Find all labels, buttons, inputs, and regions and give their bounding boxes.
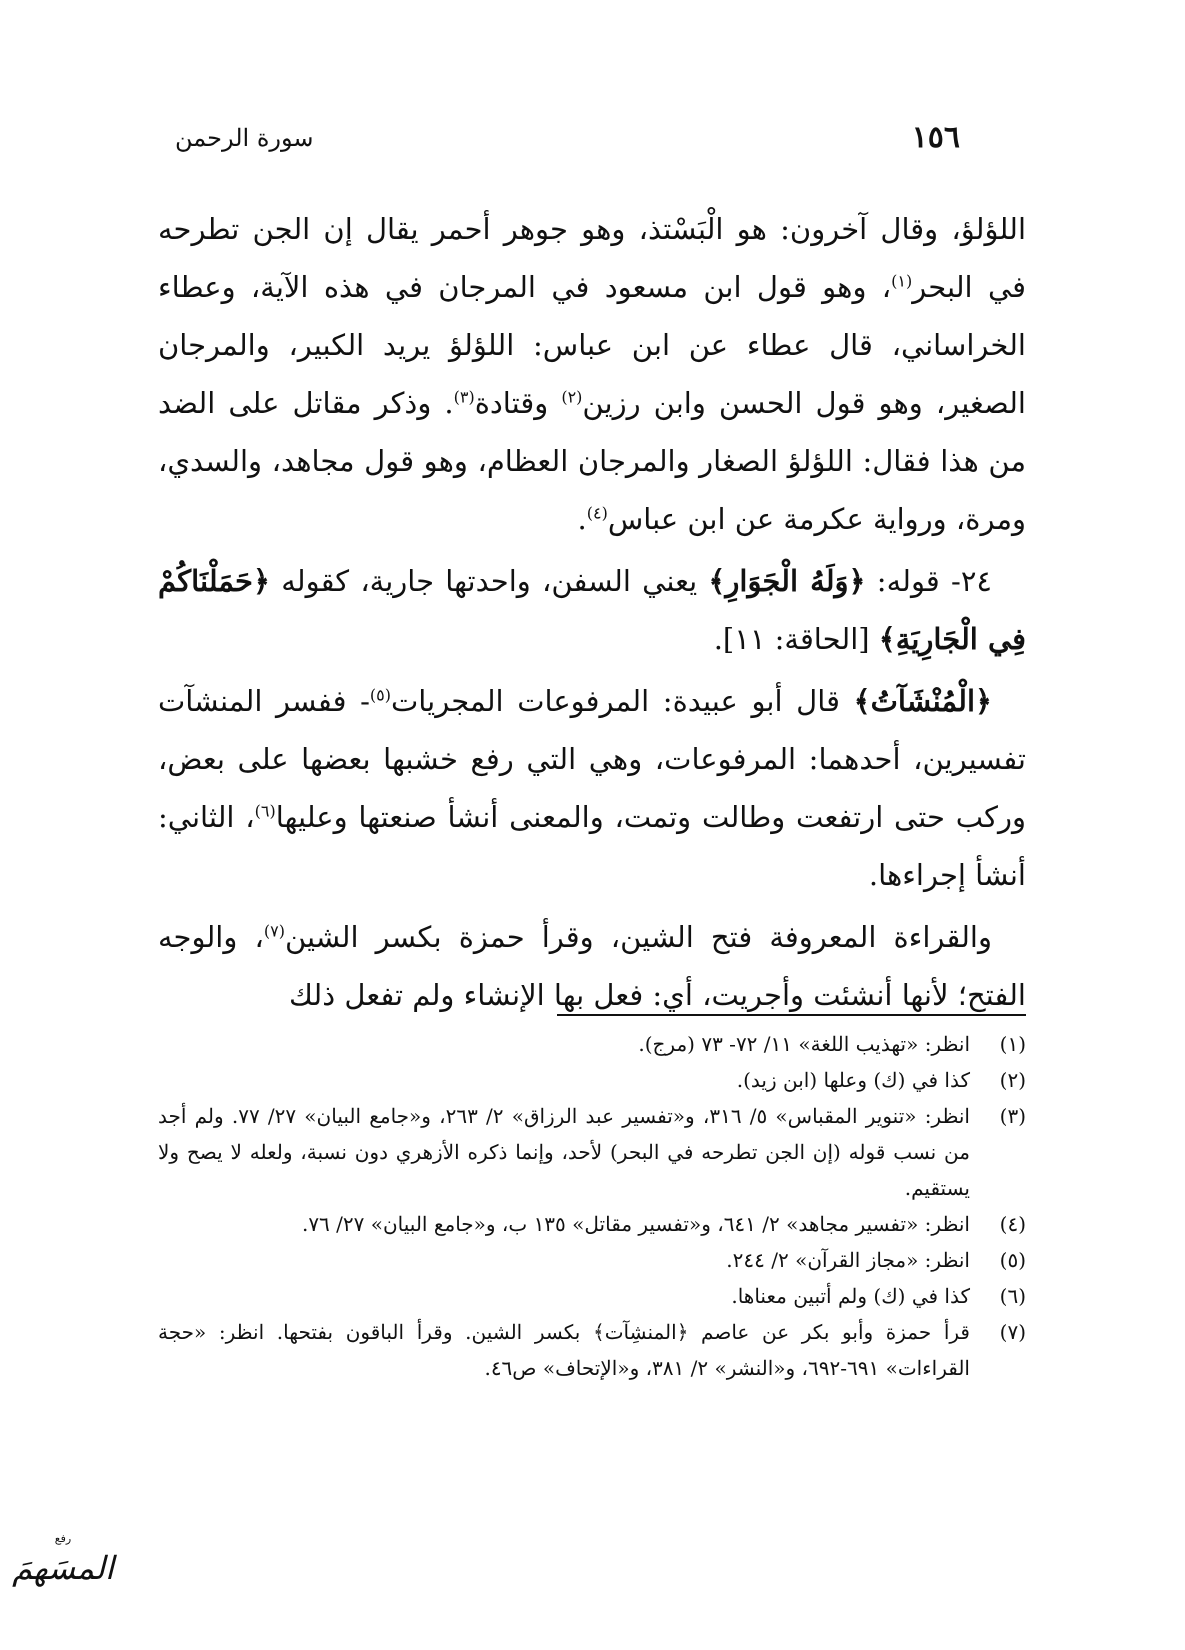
p3-text-a: قال أبو عبيدة: المرفوعات المجريات xyxy=(391,684,854,718)
footnote-ref-5: (٥) xyxy=(369,685,391,705)
quran-quote-3: ﴿الْمُنْشَآتُ﴾ xyxy=(853,684,992,718)
footnote-text: قرأ حمزة وأبو بكر عن عاصم ﴿المنشِآت﴾ بكسر الشين. وقرأ الباقون بفتحها. انظر: «حجة القراءات» ٦٩١-٦٩٢، و«النشر» ٢/ ٣٨١، و«الإتحاف» ص٤٦. xyxy=(158,1320,970,1380)
footnote-number: (٥) xyxy=(999,1248,1026,1272)
footnote-ref-2: (٢) xyxy=(561,387,583,407)
footnote-divider xyxy=(557,1014,1026,1016)
quran-quote-1: ﴿وَلَهُ الْجَوَارِ﴾ xyxy=(708,564,866,598)
p1-text-a: اللؤلؤ، وقال آخرون: هو الْبَسْتذ، وهو جوهر أحمر يقال إن الجن تطرحه في البحر xyxy=(158,212,1026,304)
p1-text-e: . xyxy=(577,502,587,536)
footnote-text: انظر: «مجاز القرآن» ٢/ ٢٤٤. xyxy=(726,1248,970,1272)
footnotes xyxy=(158,1026,1026,1386)
library-stamp-logo xyxy=(8,1532,118,1612)
p2-text-c: [الحاقة: ١١]. xyxy=(713,622,879,656)
p1-text-d: . وذكر مقاتل على الضد من هذا فقال: اللؤلؤ الصغار والمرجان العظام، وهو قول مجاهد، والسدي، ومرة، ورواية عكرمة عن ابن عباس xyxy=(158,386,1026,536)
footnote-7 xyxy=(158,1314,1026,1386)
footnote-ref-7: (٧) xyxy=(263,921,285,941)
footnote-5 xyxy=(158,1242,1026,1278)
footnote-number: (٤) xyxy=(999,1212,1026,1236)
footnote-3 xyxy=(158,1098,1026,1206)
paragraph-1 xyxy=(158,200,1026,548)
p1-text-c: وقتادة xyxy=(474,386,562,420)
footnote-4 xyxy=(158,1206,1026,1242)
main-text xyxy=(158,200,1026,1024)
stamp-subtext: رفع xyxy=(54,1532,72,1545)
footnote-6 xyxy=(158,1278,1026,1314)
quran-quote-2: ﴿حَمَلْنَاكُمْ فِي الْجَارِيَةِ﴾ xyxy=(158,564,1026,656)
page-number: ١٥٦ xyxy=(911,120,960,155)
footnote-1 xyxy=(158,1026,1026,1062)
p3-text-c: ، الثاني: أنشأ إجراءها. xyxy=(158,800,1026,892)
p1-text-b: ، وهو قول ابن مسعود في المرجان في هذه الآية، وعطاء الخراساني، قال عطاء عن ابن عباس: اللؤلؤ يريد الكبير، والمرجان الصغير، وهو قول الحسن وابن رزين xyxy=(158,270,1026,420)
footnote-ref-4: (٤) xyxy=(586,503,608,523)
footnote-text: انظر: «تفسير مجاهد» ٢/ ٦٤١، و«تفسير مقاتل» ١٣٥ ب، و«جامع البيان» ٢٧/ ٧٦. xyxy=(301,1212,970,1236)
surah-title: سورة الرحمن xyxy=(175,124,314,152)
paragraph-2 xyxy=(158,552,1026,668)
p2-text-b: يعني السفن، واحدتها جارية، كقوله xyxy=(269,564,709,598)
page-header xyxy=(175,108,960,158)
p2-text-a: ٢٤- قوله: xyxy=(865,564,992,598)
footnote-number: (٧) xyxy=(999,1320,1026,1344)
footnote-number: (٢) xyxy=(999,1068,1026,1092)
paragraph-3 xyxy=(158,672,1026,904)
p3-text-b: - ففسر المنشآت تفسيرين، أحدهما: المرفوعات، وهي التي رفع خشبها بعضها على بعض، وركب حتى ارتفعت وطالت وتمت، والمعنى أنشأ صنعتها وعليها xyxy=(158,684,1026,834)
footnote-number: (٣) xyxy=(999,1104,1026,1128)
p4-text-b: ، والوجه الفتح؛ لأنها أنشئت وأجريت، أي: فعل بها الإنشاء ولم تفعل ذلك xyxy=(158,920,1026,1012)
p4-text-a: والقراءة المعروفة فتح الشين، وقرأ حمزة بكسر الشين xyxy=(284,920,992,954)
footnote-text: انظر: «تنوير المقباس» ٥/ ٣١٦، و«تفسير عبد الرزاق» ٢/ ٢٦٣، و«جامع البيان» ٢٧/ ٧٧. ولم أجد من نسب قوله (إن الجن تطرحه في البحر) لأحد، وإنما ذكره الأزهري دون نسبة، ولعله لا يصح ولا يستقيم. xyxy=(158,1104,970,1200)
footnote-number: (٦) xyxy=(999,1284,1026,1308)
footnote-text: كذا في (ك) وعلها (ابن زيد). xyxy=(736,1068,970,1092)
footnote-text: كذا في (ك) ولم أتبين معناها. xyxy=(731,1284,970,1308)
footnote-2 xyxy=(158,1062,1026,1098)
paragraph-4 xyxy=(158,908,1026,1024)
footnote-ref-6: (٦) xyxy=(254,801,276,821)
stamp-text: المسَهمَ xyxy=(12,1549,114,1587)
footnote-number: (١) xyxy=(999,1032,1026,1056)
footnote-ref-1: (١) xyxy=(891,271,913,291)
footnote-text: انظر: «تهذيب اللغة» ١١/ ٧٢- ٧٣ (مرج). xyxy=(638,1032,970,1056)
footnote-ref-3: (٣) xyxy=(453,387,475,407)
